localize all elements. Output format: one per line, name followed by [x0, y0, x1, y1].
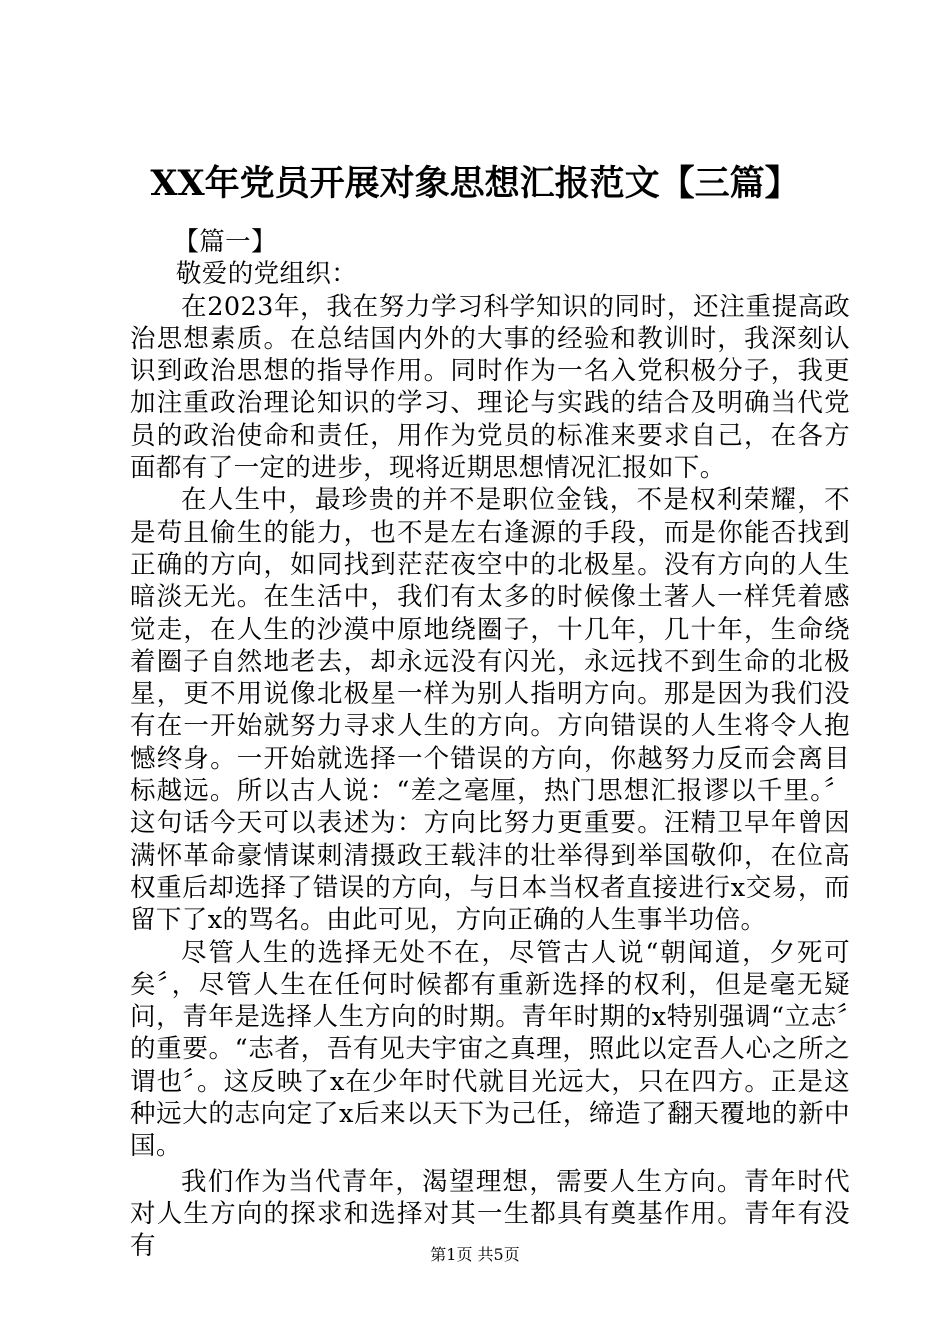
document-title: XX年党员开展对象思想汇报范文【三篇】 — [150, 163, 800, 204]
greeting: 敬爱的党组织： — [175, 259, 358, 290]
document-body — [130, 226, 850, 1263]
body-paragraph-2: 在人生中，最珍贵的并不是职位金钱，不是权利荣耀，不是苟且偷生的能力，也不是左右逢源的手段，而是你能否找到正确的方向，如同找到茫茫夜空中的北极星。没有方向的人生暗淡无光。在生活中，我们有太多的时候像土著人一样凭着感觉走，在人生的沙漠中原地绕圈子，十几年，几十年，生命绕着圈子自然地老去，却永远没有闪光，永远找不到生命的北极星，更不用说像北极星一样为别人指明方向。那是因为我们没有在一开始就努力寻求人生的方向。方向错误的人生将令人抱憾终身。一开始就选择一个错误的方向，你越努力反而会离目标越远。所以古人说：“差之毫厘，热门思想汇报谬以千里。〞这句话今天可以表述为：方向比努力更重要。汪精卫早年曾因满怀革命豪情谋刺清摄政王载沣的壮举得到举国敬仰，在位高权重后却选择了错误的方向，与日本当权者直接进行x交易，而留下了x的骂名。由此可见，方向正确的人生事半功倍。 — [130, 485, 850, 936]
body-paragraph-4: 我们作为当代青年，渴望理想，需要人生方向。青年时代对人生方向的探求和选择对其一生都具有奠基作用。青年有没有 — [130, 1166, 850, 1262]
page-number-footer: 第1页 共5页 — [430, 1245, 520, 1264]
section-label: 【篇一】 — [173, 227, 277, 257]
body-paragraph-3: 尽管人生的选择无处不在，尽管古人说“朝闻道，夕死可矣〞，尽管人生在任何时候都有重新选择的权利，但是毫无疑问，青年是选择人生方向的时期。青年时期的x特别强调“立志〞的重要。“志者，吾有见夫宇宙之真理，照此以定吾人心之所之谓也〞。这反映了x在少年时代就目光远大，只在四方。正是这种远大的志向定了x后来以天下为己任，缔造了翻天覆地的新中国。 — [130, 937, 850, 1162]
body-paragraph-1: 在2023年，我在努力学习科学知识的同时，还注重提高政治思想素质。在总结国内外的大事的经验和教训时，我深刻认识到政治思想的指导作用。同时作为一名入党积极分子，我更加注重政治理论知识的学习、理论与实践的结合及明确当代党员的政治使命和责任，用作为党员的标准来要求自己，在各方面都有了一定的进步，现将近期思想情况汇报如下。 — [130, 291, 850, 484]
